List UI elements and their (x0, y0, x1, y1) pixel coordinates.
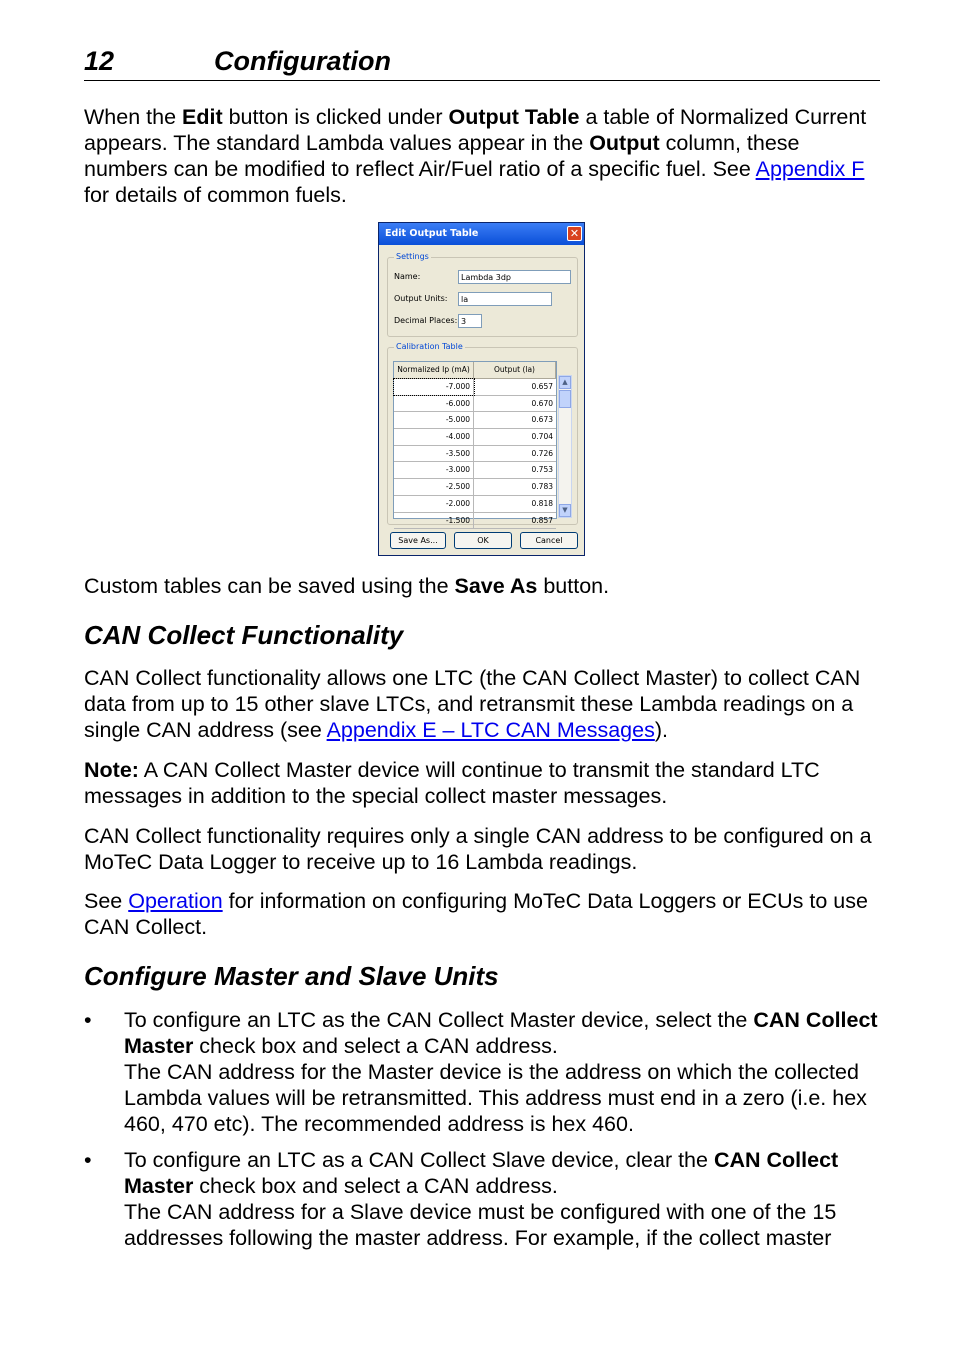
table-row[interactable] (394, 462, 556, 479)
page-number: 12 (84, 46, 115, 76)
input-cell[interactable]: -2.500 (394, 479, 474, 495)
name-input[interactable]: Lambda 3dp (458, 270, 571, 284)
input-cell[interactable]: -3.000 (394, 462, 474, 478)
appendix-f-link[interactable]: Appendix F (755, 157, 865, 181)
scroll-thumb[interactable] (559, 390, 571, 408)
input-cell[interactable]: -2.000 (394, 496, 474, 512)
table-row[interactable] (394, 446, 556, 463)
list-item: • To configure an LTC as the CAN Collect Master device, select the CAN Collect Master check box and select a CAN address. The CAN address for the Master device is the address on which the collected Lambda values will be retransmitted. This address must end in a zero (i.e. hex 460, 470 etc). The recommended address is hex 460. (84, 1008, 878, 1136)
section-heading-master-slave: Configure Master and Slave Units (84, 961, 499, 991)
config-bullet-list (84, 1007, 880, 1251)
column-header-input[interactable]: Normalized Ip (mA) (394, 362, 474, 378)
dialog-title: Edit Output Table (385, 228, 479, 239)
operation-paragraph: See Operation for information on configuring MoTeC Data Loggers or ECUs to use CAN Collect. (84, 889, 868, 939)
output-cell[interactable]: 0.818 (531, 498, 553, 508)
settings-group-title: Settings (396, 252, 429, 261)
table-row[interactable] (394, 412, 556, 429)
output-cell[interactable]: 0.857 (531, 515, 553, 525)
edit-output-table-dialog (378, 222, 585, 556)
calibration-group-title: Calibration Table (396, 342, 463, 351)
cancel-button[interactable]: Cancel (520, 532, 578, 549)
table-scrollbar[interactable] (558, 375, 572, 518)
save-as-button[interactable]: Save As... (390, 532, 446, 549)
output-cell[interactable]: 0.753 (531, 465, 553, 475)
input-cell[interactable]: -5.000 (394, 412, 474, 428)
can-collect-paragraph: CAN Collect functionality allows one LTC (the CAN Collect Master) to collect CAN data from up to 15 other slave LTCs, and retransmit these Lambda readings on a single CAN address (see Appendix E – LTC CAN Messages). (84, 666, 861, 742)
chapter-title: Configuration (214, 46, 391, 76)
output-cell[interactable]: 0.726 (531, 448, 553, 458)
output-units-input[interactable]: la (458, 292, 552, 306)
list-item: • To configure an LTC as a CAN Collect Slave device, clear the CAN Collect Master check box and select a CAN address. The CAN address for a Slave device must be configured with one of the 15 addresses following the master address. For example, if the collect master (84, 1148, 839, 1250)
table-row[interactable] (394, 379, 556, 396)
input-cell[interactable]: -6.000 (394, 396, 474, 412)
scroll-up-icon[interactable]: ▲ (559, 376, 571, 389)
table-row[interactable] (394, 396, 556, 413)
settings-group (387, 252, 578, 337)
output-cell[interactable]: 0.783 (531, 482, 553, 492)
appendix-e-link[interactable]: Appendix E – LTC CAN Messages (326, 718, 655, 742)
output-units-label: Output Units: (394, 294, 448, 303)
page-header (84, 44, 880, 81)
ok-button[interactable]: OK (454, 532, 512, 549)
table-header (394, 362, 556, 379)
table-row[interactable] (394, 513, 556, 530)
calibration-table[interactable] (393, 361, 557, 525)
intro-paragraph: When the Edit button is clicked under Output Table a table of Normalized Current appears. The standard Lambda values appear in the Output column, these numbers can be modified to reflect Air/Fuel ratio of a specific fuel. See Appendix F for details of common fuels. (84, 105, 867, 207)
column-header-output[interactable]: Output (la) (474, 362, 556, 378)
dialog-titlebar (379, 223, 584, 245)
note-paragraph: Note: A CAN Collect Master device will continue to transmit the standard LTC messages in addition to the special collect master messages. (84, 758, 820, 808)
close-icon[interactable]: ✕ (567, 226, 582, 241)
input-cell[interactable]: -1.500 (394, 513, 474, 529)
operation-link[interactable]: Operation (128, 889, 223, 913)
input-cell[interactable]: -7.000 (394, 379, 474, 395)
output-cell[interactable]: 0.673 (531, 415, 553, 425)
single-address-paragraph: CAN Collect functionality requires only a single CAN address to be configured on a MoTeC Data Logger to receive up to 16 Lambda readings. (84, 824, 872, 874)
output-cell[interactable]: 0.704 (531, 432, 553, 442)
output-cell[interactable]: 0.670 (531, 398, 553, 408)
decimal-places-label: Decimal Places: (394, 316, 458, 325)
section-heading-can-collect: CAN Collect Functionality (84, 620, 404, 650)
scroll-down-icon[interactable]: ▼ (559, 504, 571, 517)
input-cell[interactable]: -4.000 (394, 429, 474, 445)
table-row[interactable] (394, 429, 556, 446)
input-cell[interactable]: -3.500 (394, 446, 474, 462)
table-row[interactable] (394, 479, 556, 496)
name-label: Name: (394, 272, 421, 281)
output-cell[interactable]: 0.657 (531, 382, 553, 391)
decimal-places-input[interactable]: 3 (458, 314, 482, 328)
table-row[interactable] (394, 496, 556, 513)
custom-tables-paragraph: Custom tables can be saved using the Save As button. (84, 574, 610, 598)
